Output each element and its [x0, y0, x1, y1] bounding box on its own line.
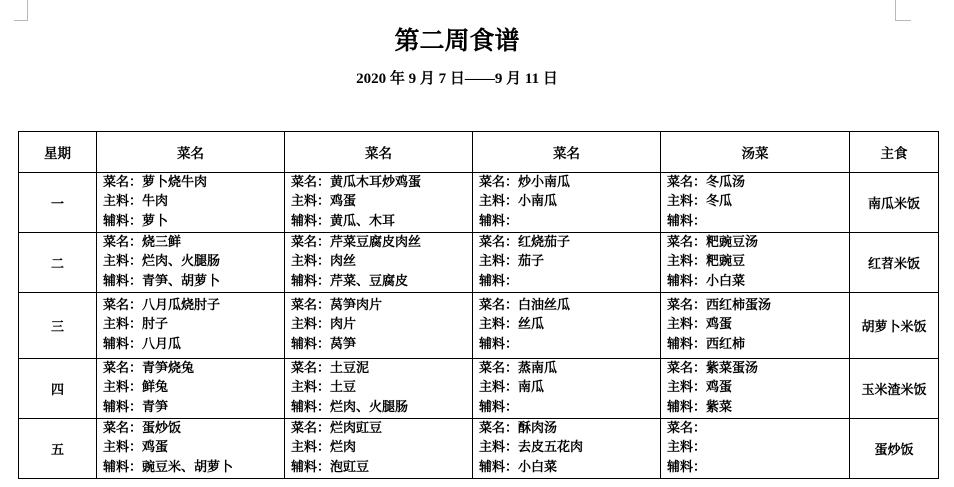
main-ingredient-line	[479, 315, 660, 334]
side-ingredient-label: 辅料：	[291, 336, 331, 352]
dish-name-label: 菜名：	[103, 175, 143, 190]
dish-cell	[97, 173, 285, 233]
main-ingredient-line	[667, 378, 849, 397]
main-ingredient-line	[291, 438, 472, 457]
side-ingredient-value: 紫菜	[706, 399, 733, 415]
side-ingredient-value: 豌豆米、胡萝卜	[142, 459, 234, 475]
dish-name-value: 红烧茄子	[518, 235, 571, 250]
main-ingredient-label: 主料：	[479, 440, 519, 456]
dish-cell	[661, 419, 850, 479]
dish-name-label: 菜名：	[103, 298, 143, 313]
weekday-cell: 二	[19, 233, 97, 293]
page-corner-mark	[895, 0, 896, 21]
dish-name-value: 烂肉豇豆	[330, 421, 383, 436]
main-ingredient-line	[479, 438, 660, 457]
side-ingredient-line	[291, 335, 472, 354]
dish-name-label: 菜名：	[667, 175, 707, 190]
side-ingredient-label: 辅料：	[479, 336, 519, 352]
main-ingredient-value: 鸡蛋	[706, 380, 733, 396]
date-range: 2020 年 9 月 7 日——9 月 11 日	[356, 71, 558, 87]
main-ingredient-value: 去皮五花肉	[518, 440, 584, 456]
dish-name-line	[291, 359, 472, 378]
header-dish-3: 菜名	[473, 132, 661, 173]
header-staple: 主食	[850, 132, 939, 173]
main-ingredient-line	[103, 315, 284, 334]
dish-name-label: 菜名：	[103, 421, 143, 436]
side-ingredient-value: 青笋、胡萝卜	[142, 273, 221, 289]
side-ingredient-line	[667, 335, 849, 354]
dish-name-value: 萝卜烧牛肉	[142, 175, 208, 190]
main-ingredient-value: 茄子	[518, 254, 545, 270]
header-soup: 汤菜	[661, 132, 850, 173]
weekday-cell: 一	[19, 173, 97, 233]
dish-name-label: 菜名：	[291, 298, 331, 313]
weekday-cell: 四	[19, 359, 97, 419]
weekday-cell: 三	[19, 293, 97, 359]
side-ingredient-line	[103, 458, 284, 477]
side-ingredient-line	[667, 398, 849, 417]
dish-cell	[473, 419, 661, 479]
side-ingredient-line	[103, 272, 284, 291]
main-ingredient-line	[291, 315, 472, 334]
staple-cell: 红苕米饭	[850, 233, 939, 293]
side-ingredient-value: 烂肉、火腿肠	[330, 399, 409, 415]
dish-name-line	[479, 419, 660, 438]
main-ingredient-label: 主料：	[479, 194, 519, 210]
dish-name-value: 紫菜蛋汤	[706, 361, 759, 376]
main-ingredient-label: 主料：	[103, 440, 143, 456]
staple-cell: 蛋炒饭	[850, 419, 939, 479]
side-ingredient-line	[479, 458, 660, 477]
side-ingredient-label: 辅料：	[479, 459, 519, 475]
side-ingredient-line	[479, 212, 660, 231]
dish-name-value: 蛋炒饭	[142, 421, 182, 436]
dish-name-label: 菜名：	[667, 235, 707, 250]
dish-name-value: 酥肉汤	[518, 421, 558, 436]
dish-name-line	[667, 296, 849, 315]
side-ingredient-line	[479, 272, 660, 291]
dish-name-line	[103, 419, 284, 438]
dish-cell	[285, 233, 473, 293]
dish-name-line	[667, 359, 849, 378]
side-ingredient-value: 八月瓜	[142, 336, 182, 352]
dish-cell	[473, 359, 661, 419]
dish-name-value: 烧三鲜	[142, 235, 182, 250]
dish-name-line	[479, 296, 660, 315]
side-ingredient-label: 辅料：	[103, 273, 143, 289]
dish-name-value: 芹菜豆腐皮肉丝	[330, 235, 422, 250]
table-row	[19, 173, 939, 233]
dish-name-label: 菜名：	[667, 421, 707, 436]
side-ingredient-line	[479, 398, 660, 417]
side-ingredient-value: 泡豇豆	[330, 459, 370, 475]
dish-cell	[285, 419, 473, 479]
dish-cell	[473, 293, 661, 359]
side-ingredient-line	[667, 212, 849, 231]
dish-name-line	[103, 173, 284, 192]
side-ingredient-line	[291, 272, 472, 291]
dish-name-line	[667, 419, 849, 438]
page-corner-mark	[14, 20, 28, 21]
main-ingredient-line	[291, 192, 472, 211]
page-title: 第二周食谱	[394, 26, 520, 55]
main-ingredient-value: 土豆	[330, 380, 357, 396]
dish-cell	[97, 359, 285, 419]
dish-name-value: 蒸南瓜	[518, 361, 558, 376]
main-ingredient-label: 主料：	[291, 194, 331, 210]
side-ingredient-line	[103, 398, 284, 417]
main-ingredient-label: 主料：	[291, 440, 331, 456]
dish-cell	[97, 419, 285, 479]
header-dish-2: 菜名	[285, 132, 473, 173]
main-ingredient-label: 主料：	[479, 317, 519, 333]
main-ingredient-value: 南瓜	[518, 380, 545, 396]
side-ingredient-label: 辅料：	[291, 273, 331, 289]
main-ingredient-value: 小南瓜	[518, 194, 558, 210]
dish-name-label: 菜名：	[103, 361, 143, 376]
side-ingredient-value: 芹菜、豆腐皮	[330, 273, 409, 289]
staple-cell: 南瓜米饭	[850, 173, 939, 233]
main-ingredient-value: 烂肉	[330, 440, 357, 456]
dish-name-value: 土豆泥	[330, 361, 370, 376]
page-corner-mark	[895, 20, 911, 21]
dish-name-line	[291, 233, 472, 252]
dish-name-label: 菜名：	[479, 361, 519, 376]
side-ingredient-value: 黄瓜、木耳	[330, 213, 396, 229]
dish-name-line	[103, 296, 284, 315]
dish-name-line	[291, 296, 472, 315]
dish-name-value: 白油丝瓜	[518, 298, 571, 313]
main-ingredient-line	[479, 252, 660, 271]
dish-name-label: 菜名：	[291, 175, 331, 190]
main-ingredient-value: 鸡蛋	[142, 440, 169, 456]
main-ingredient-line	[103, 252, 284, 271]
header-dish-1: 菜名	[97, 132, 285, 173]
side-ingredient-value: 萝卜	[142, 213, 169, 229]
side-ingredient-label: 辅料：	[667, 459, 707, 475]
side-ingredient-label: 辅料：	[291, 399, 331, 415]
header-weekday: 星期	[19, 132, 97, 173]
staple-cell: 玉米渣米饭	[850, 359, 939, 419]
staple-cell: 胡萝卜米饭	[850, 293, 939, 359]
dish-cell	[97, 293, 285, 359]
main-ingredient-label: 主料：	[667, 254, 707, 270]
table-row	[19, 293, 939, 359]
dish-name-value: 炒小南瓜	[518, 175, 571, 190]
dish-cell	[661, 359, 850, 419]
dish-name-value: 黄瓜木耳炒鸡蛋	[330, 175, 422, 190]
side-ingredient-value: 小白菜	[518, 459, 558, 475]
dish-name-line	[667, 233, 849, 252]
side-ingredient-label: 辅料：	[479, 213, 519, 229]
main-ingredient-label: 主料：	[103, 194, 143, 210]
main-ingredient-label: 主料：	[479, 254, 519, 270]
dish-cell	[285, 293, 473, 359]
side-ingredient-label: 辅料：	[479, 273, 519, 289]
main-ingredient-value: 烂肉、火腿肠	[142, 254, 221, 270]
side-ingredient-line	[479, 335, 660, 354]
main-ingredient-value: 丝瓜	[518, 317, 545, 333]
dish-cell	[473, 233, 661, 293]
main-ingredient-line	[667, 438, 849, 457]
main-ingredient-line	[103, 192, 284, 211]
main-ingredient-line	[667, 315, 849, 334]
side-ingredient-value: 莴笋	[330, 336, 357, 352]
dish-name-value: 西红柿蛋汤	[706, 298, 772, 313]
main-ingredient-label: 主料：	[667, 194, 707, 210]
dish-name-label: 菜名：	[479, 235, 519, 250]
main-ingredient-label: 主料：	[479, 380, 519, 396]
main-ingredient-label: 主料：	[291, 380, 331, 396]
main-ingredient-value: 肉片	[330, 317, 357, 333]
side-ingredient-value: 西红柿	[706, 336, 746, 352]
main-ingredient-label: 主料：	[667, 440, 707, 456]
dish-cell	[661, 173, 850, 233]
dish-cell	[661, 293, 850, 359]
dish-name-value: 冬瓜汤	[706, 175, 746, 190]
side-ingredient-line	[291, 212, 472, 231]
table-row	[19, 359, 939, 419]
main-ingredient-value: 鲜兔	[142, 380, 169, 396]
dish-name-value: 青笋烧兔	[142, 361, 195, 376]
side-ingredient-value: 小白菜	[706, 273, 746, 289]
main-ingredient-line	[667, 192, 849, 211]
main-ingredient-line	[291, 378, 472, 397]
main-ingredient-line	[479, 378, 660, 397]
side-ingredient-label: 辅料：	[479, 399, 519, 415]
main-ingredient-line	[291, 252, 472, 271]
dish-name-label: 菜名：	[479, 298, 519, 313]
dish-cell	[473, 173, 661, 233]
main-ingredient-value: 冬瓜	[706, 194, 733, 210]
side-ingredient-label: 辅料：	[103, 213, 143, 229]
main-ingredient-line	[667, 252, 849, 271]
dish-name-line	[479, 173, 660, 192]
dish-cell	[285, 173, 473, 233]
main-ingredient-label: 主料：	[291, 317, 331, 333]
main-ingredient-value: 肉丝	[330, 254, 357, 270]
main-ingredient-value: 粑豌豆	[706, 254, 746, 270]
dish-name-label: 菜名：	[479, 175, 519, 190]
main-ingredient-label: 主料：	[291, 254, 331, 270]
page-corner-mark	[27, 0, 28, 21]
dish-name-line	[103, 359, 284, 378]
side-ingredient-label: 辅料：	[667, 273, 707, 289]
dish-name-value: 八月瓜烧肘子	[142, 298, 221, 313]
dish-name-line	[479, 359, 660, 378]
main-ingredient-value: 牛肉	[142, 194, 169, 210]
main-ingredient-label: 主料：	[103, 380, 143, 396]
dish-name-label: 菜名：	[291, 361, 331, 376]
side-ingredient-line	[291, 398, 472, 417]
dish-cell	[285, 359, 473, 419]
side-ingredient-line	[103, 335, 284, 354]
dish-name-value: 粑豌豆汤	[706, 235, 759, 250]
side-ingredient-label: 辅料：	[667, 336, 707, 352]
side-ingredient-label: 辅料：	[103, 459, 143, 475]
side-ingredient-label: 辅料：	[103, 399, 143, 415]
main-ingredient-label: 主料：	[667, 317, 707, 333]
dish-name-label: 菜名：	[479, 421, 519, 436]
main-ingredient-line	[103, 438, 284, 457]
side-ingredient-label: 辅料：	[291, 213, 331, 229]
side-ingredient-label: 辅料：	[103, 336, 143, 352]
weekday-cell: 五	[19, 419, 97, 479]
main-ingredient-label: 主料：	[103, 317, 143, 333]
dish-name-label: 菜名：	[103, 235, 143, 250]
main-ingredient-value: 鸡蛋	[330, 194, 357, 210]
dish-cell	[97, 233, 285, 293]
table-row	[19, 233, 939, 293]
dish-cell	[661, 233, 850, 293]
dish-name-label: 菜名：	[291, 421, 331, 436]
dish-name-line	[103, 233, 284, 252]
main-ingredient-value: 鸡蛋	[706, 317, 733, 333]
main-ingredient-label: 主料：	[667, 380, 707, 396]
side-ingredient-value: 青笋	[142, 399, 169, 415]
main-ingredient-value: 肘子	[142, 317, 169, 333]
dish-name-label: 菜名：	[667, 298, 707, 313]
dish-name-line	[291, 173, 472, 192]
dish-name-value: 莴笋肉片	[330, 298, 383, 313]
menu-table	[18, 131, 939, 479]
side-ingredient-label: 辅料：	[667, 213, 707, 229]
side-ingredient-label: 辅料：	[667, 399, 707, 415]
dish-name-label: 菜名：	[667, 361, 707, 376]
dish-name-line	[479, 233, 660, 252]
dish-name-label: 菜名：	[291, 235, 331, 250]
header-row	[19, 132, 939, 173]
side-ingredient-line	[667, 272, 849, 291]
table-row	[19, 419, 939, 479]
side-ingredient-line	[667, 458, 849, 477]
main-ingredient-label: 主料：	[103, 254, 143, 270]
side-ingredient-line	[103, 212, 284, 231]
main-ingredient-line	[479, 192, 660, 211]
side-ingredient-label: 辅料：	[291, 459, 331, 475]
dish-name-line	[291, 419, 472, 438]
dish-name-line	[667, 173, 849, 192]
main-ingredient-line	[103, 378, 284, 397]
side-ingredient-line	[291, 458, 472, 477]
